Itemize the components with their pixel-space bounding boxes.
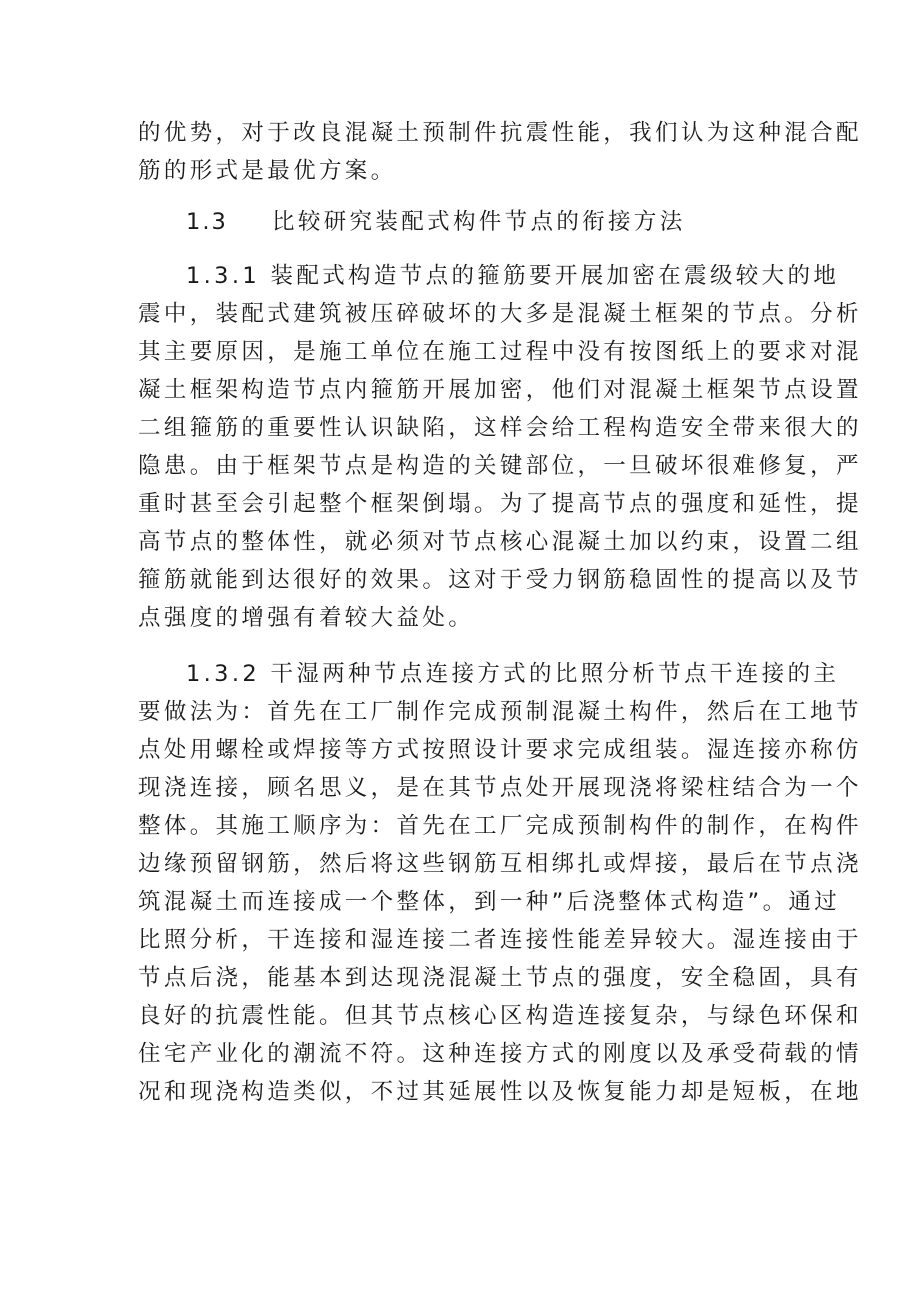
- para2-line-10: 良好的抗震性能。但其节点核心区构造连接复杂，与绿色环保和: [138, 1003, 862, 1029]
- para2-line-2: 要做法为：首先在工厂制作完成预制混凝土构件，然后在工地节: [138, 699, 862, 725]
- section-heading: [186, 207, 686, 237]
- para2-line-6: 边缘预留钢筋，然后将这些钢筋互相绑扎或焊接，最后在节点浇: [138, 851, 862, 877]
- para2-line-4: 现浇连接，顾名思义，是在其节点处开展现浇将梁柱结合为一个: [138, 775, 862, 801]
- section-number: 1.3: [186, 209, 228, 235]
- para2-line-1: 1.3.2 干湿两种节点连接方式的比照分析节点干连接的主: [186, 661, 840, 687]
- para1-line-10: 点强度的增强有着较大益处。: [138, 605, 475, 631]
- para1-line-7: 重时甚至会引起整个框架倒塌。为了提高节点的强度和延性，提: [138, 491, 862, 517]
- para1-line-1: 1.3.1 装配式构造节点的箍筋要开展加密在震级较大的地: [186, 263, 840, 289]
- section-title: 比较研究装配式构件节点的衔接方法: [272, 209, 686, 235]
- para1-line-5: 二组箍筋的重要性认识缺陷，这样会给工程构造安全带来很大的: [138, 415, 862, 441]
- para1-line-9: 箍筋就能到达很好的效果。这对于受力钢筋稳固性的提高以及节: [138, 567, 862, 593]
- para2-line-5: 整体。其施工顺序为：首先在工厂完成预制构件的制作，在构件: [138, 813, 862, 839]
- para2-line-12: 况和现浇构造类似，不过其延展性以及恢复能力却是短板，在地: [138, 1079, 862, 1105]
- intro-line-1: 的优势，对于改良混凝土预制件抗震性能，我们认为这种混合配: [138, 120, 862, 146]
- para2-line-3: 点处用螺栓或焊接等方式按照设计要求完成组装。湿连接亦称仿: [138, 737, 862, 763]
- para2-line-8: 比照分析，干连接和湿连接二者连接性能差异较大。湿连接由于: [138, 927, 862, 953]
- para1-line-8: 高节点的整体性，就必须对节点核心混凝土加以约束，设置二组: [138, 529, 862, 555]
- para1-line-3: 其主要原因，是施工单位在施工过程中没有按图纸上的要求对混: [138, 339, 862, 365]
- para1-line-2: 震中，装配式建筑被压碎破坏的大多是混凝土框架的节点。分析: [138, 301, 862, 327]
- para2-line-7: 筑混凝土而连接成一个整体，到一种”后浇整体式构造”。通过: [138, 889, 841, 915]
- para1-line-6: 隐患。由于框架节点是构造的关键部位，一旦破坏很难修复，严: [138, 453, 862, 479]
- para2-line-9: 节点后浇，能基本到达现浇混凝土节点的强度，安全稳固，具有: [138, 965, 862, 991]
- para2-line-11: 住宅产业化的潮流不符。这种连接方式的刚度以及承受荷载的情: [138, 1041, 862, 1067]
- intro-line-2: 筋的形式是最优方案。: [138, 158, 397, 184]
- para1-line-4: 凝土框架构造节点内箍筋开展加密，他们对混凝土框架节点设置: [138, 377, 862, 403]
